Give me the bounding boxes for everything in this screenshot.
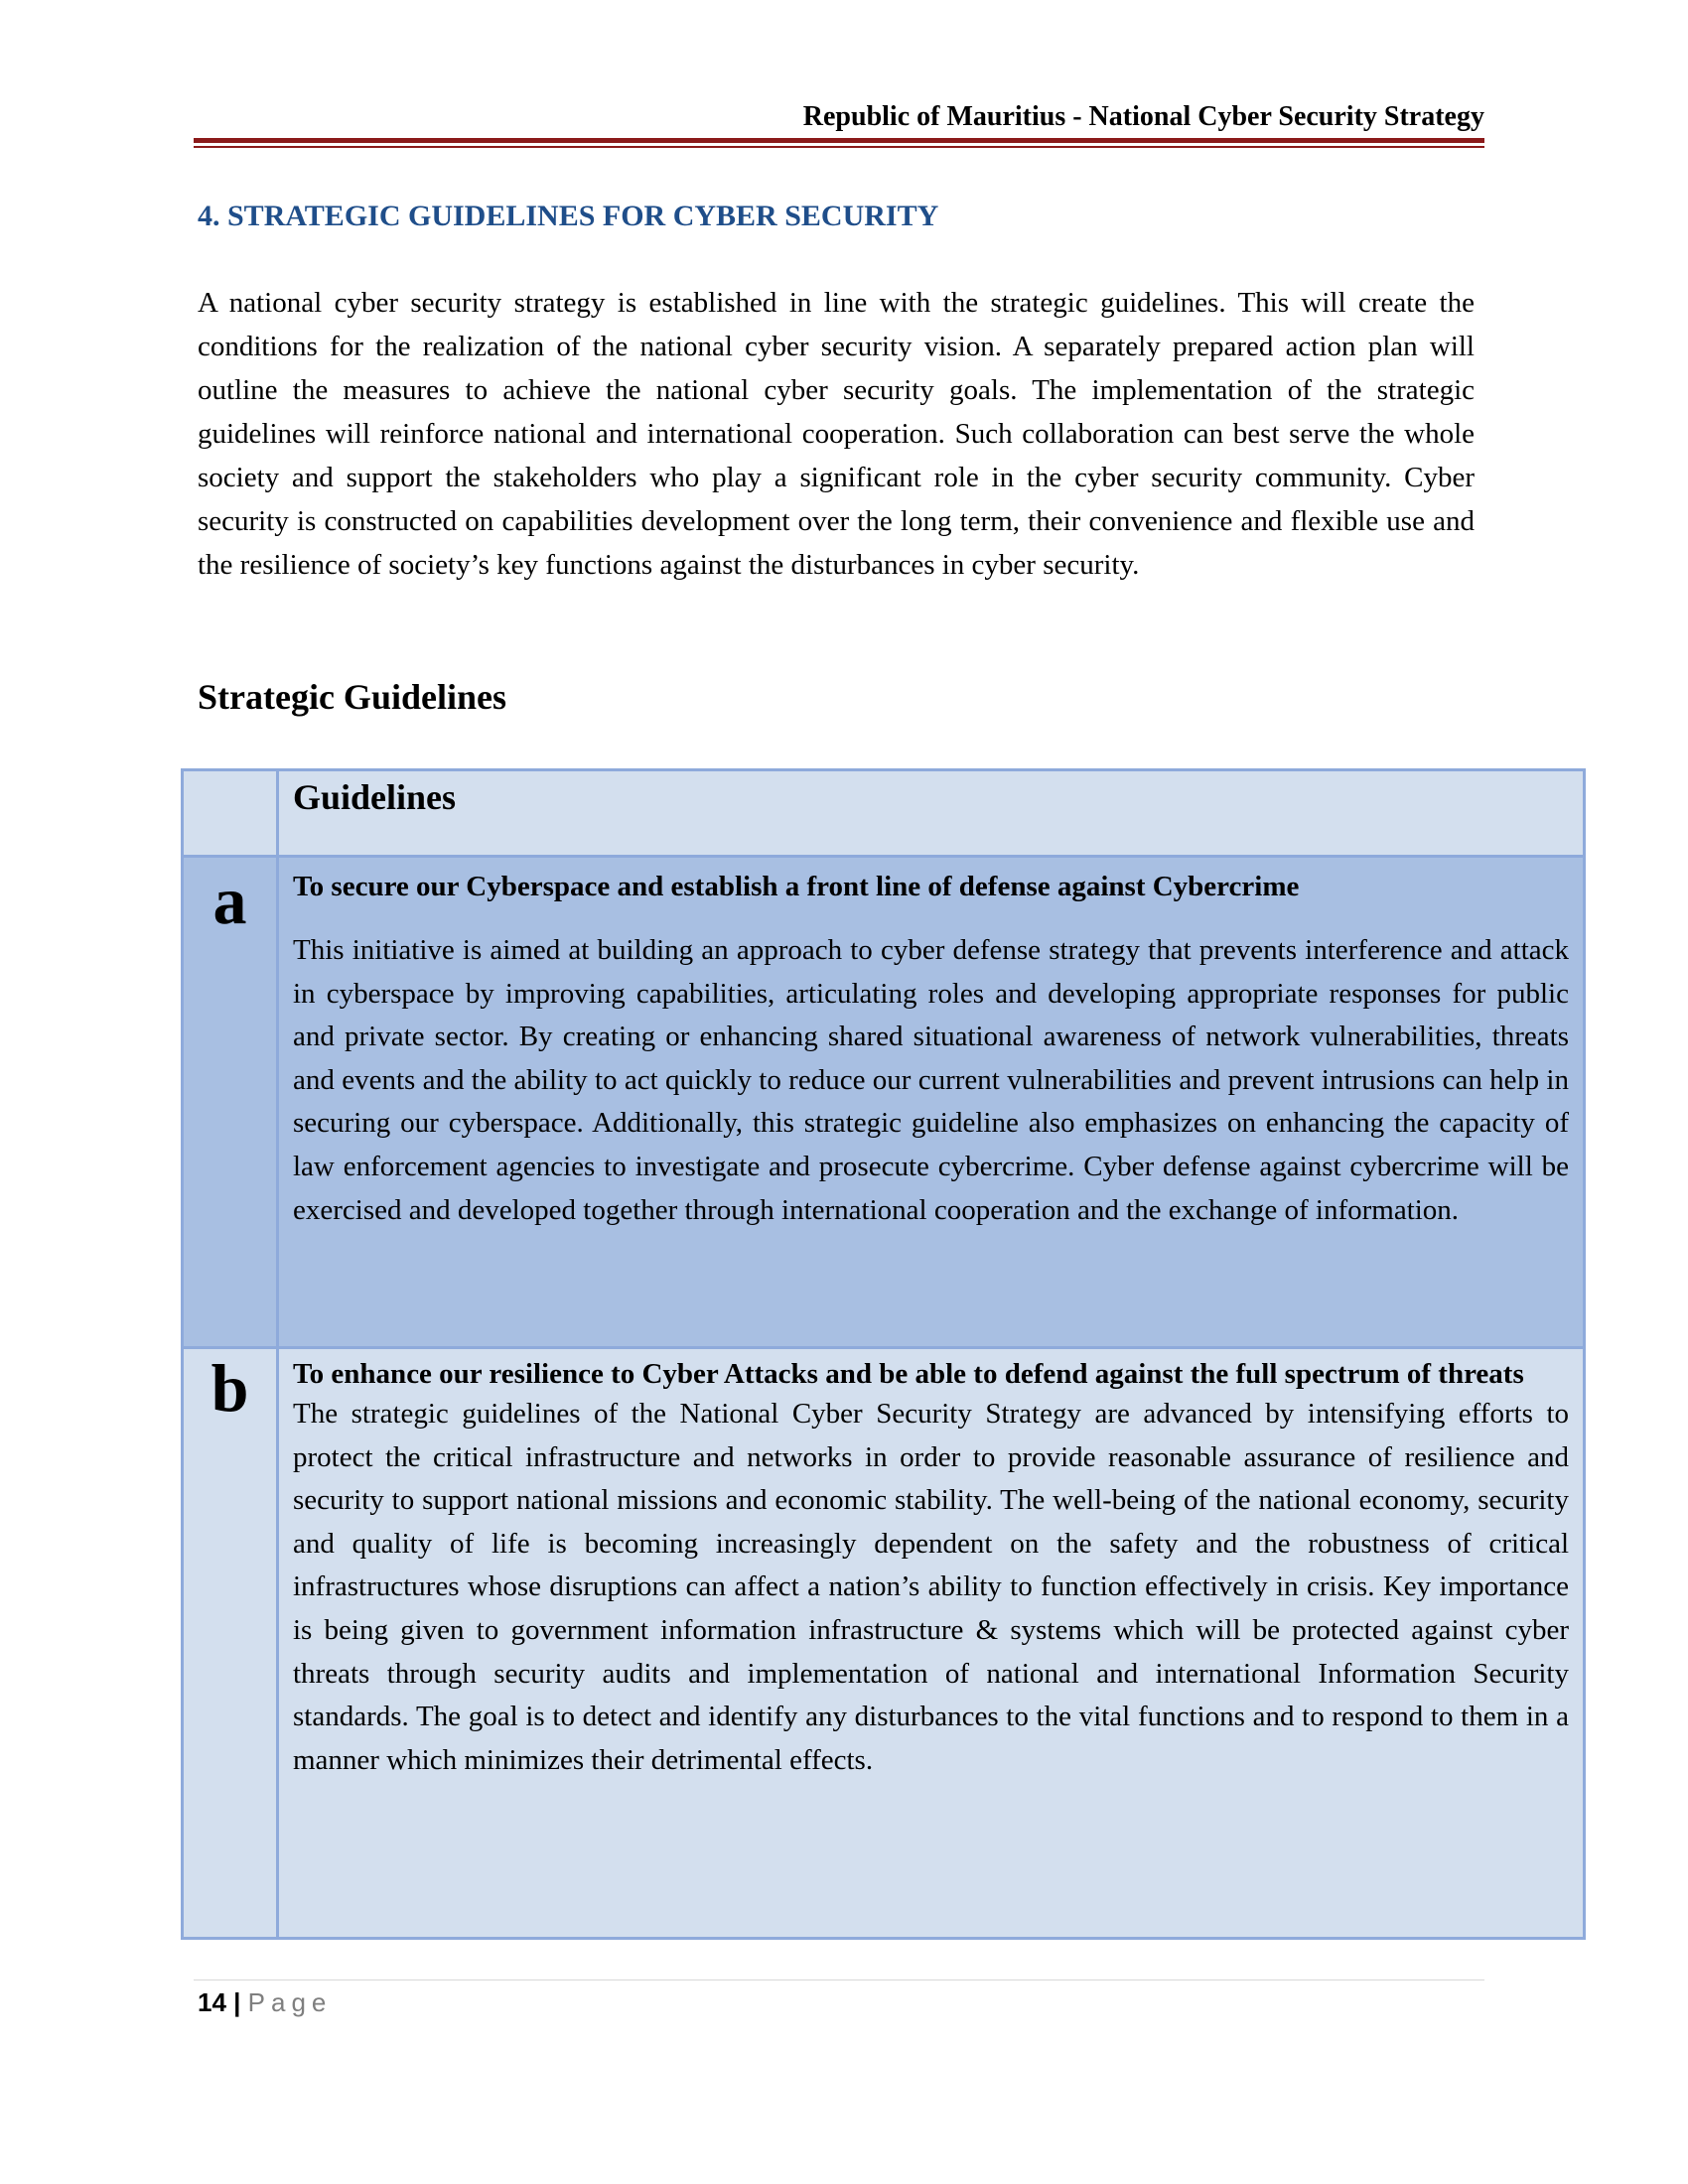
guideline-title: To enhance our resilience to Cyber Attacks and be able to defend against the full spectrum of threats (293, 1358, 1524, 1390)
table-header-row (183, 770, 1585, 857)
row-letter-cell (183, 857, 278, 1348)
table-row (183, 857, 1585, 1348)
header-rule-thin (194, 146, 1484, 148)
guideline-cell (278, 1348, 1585, 1939)
page-footer (198, 1985, 332, 2019)
row-letter: b (211, 1350, 249, 1426)
page-number: 14 (198, 1987, 226, 2017)
guideline-cell (278, 857, 1585, 1348)
header-rule (194, 138, 1484, 143)
running-header: Republic of Mauritius - National Cyber Security Strategy (802, 101, 1484, 132)
row-letter: a (212, 863, 247, 938)
table-header-cell (278, 770, 1585, 857)
footer-rule (194, 1979, 1484, 1980)
guideline-text: This initiative is aimed at building an approach to cyber defense strategy that prevents interference and attack in cyberspace by improving capabilities, articulating roles and developing appropriate responses for public and private sector. By creating or enhancing shared situational awareness of network vulnerabilities, threats and events and the ability to act quickly to reduce our current vulnerabilities and prevent intrusions can help in securing our cyberspace. Additionally, this strategic guideline also emphasizes on enhancing the capacity of law enforcement agencies to investigate and prosecute cybercrime. Cyber defense against cybercrime will be exercised and developed together through international cooperation and the exchange of information. (293, 934, 1569, 1226)
guideline-text: The strategic guidelines of the National Cyber Security Strategy are advanced by intensifying efforts to protect the critical infrastructure and networks in order to provide reasonable assurance of resilience and security to support national missions and economic stability. The well-being of the national economy, security and quality of life is becoming increasingly dependent on the safety and the robustness of critical infrastructures whose disruptions can affect a nation’s ability to function effectively in crisis. Key importance is being given to government information infrastructure & systems which will be protected against cyber threats through security audits and implementation of national and international Information Security standards. The goal is to detect and identify any disturbances to the vital functions and to respond to them in a manner which minimizes their detrimental effects. (293, 1398, 1569, 1776)
page-label: Page (247, 1987, 333, 2017)
table-row (183, 1348, 1585, 1939)
section-title: 4. STRATEGIC GUIDELINES FOR CYBER SECURITY (198, 200, 939, 232)
row-letter-cell (183, 1348, 278, 1939)
guideline-title: To secure our Cyberspace and establish a front line of defense against Cybercrime (293, 871, 1300, 902)
intro-paragraph: A national cyber security strategy is established in line with the strategic guidelines. This will create the conditions for the realization of the national cyber security vision. A separately prepared action plan will outline the measures to achieve the national cyber security goals. The implementation of the strategic guidelines will reinforce national and international cooperation. Such collaboration can best serve the whole society and support the stakeholders who play a significant role in the cyber security community. Cyber security is constructed on capabilities development over the long term, their convenience and flexible use and the resilience of society’s key functions against the disturbances in cyber security. (198, 287, 1475, 581)
table-header-label: Guidelines (293, 777, 457, 817)
table-header-blank-cell (183, 770, 278, 857)
page-separator: | (233, 1987, 241, 2017)
guidelines-table (181, 768, 1586, 1940)
strategic-guidelines-heading: Strategic Guidelines (198, 677, 506, 717)
